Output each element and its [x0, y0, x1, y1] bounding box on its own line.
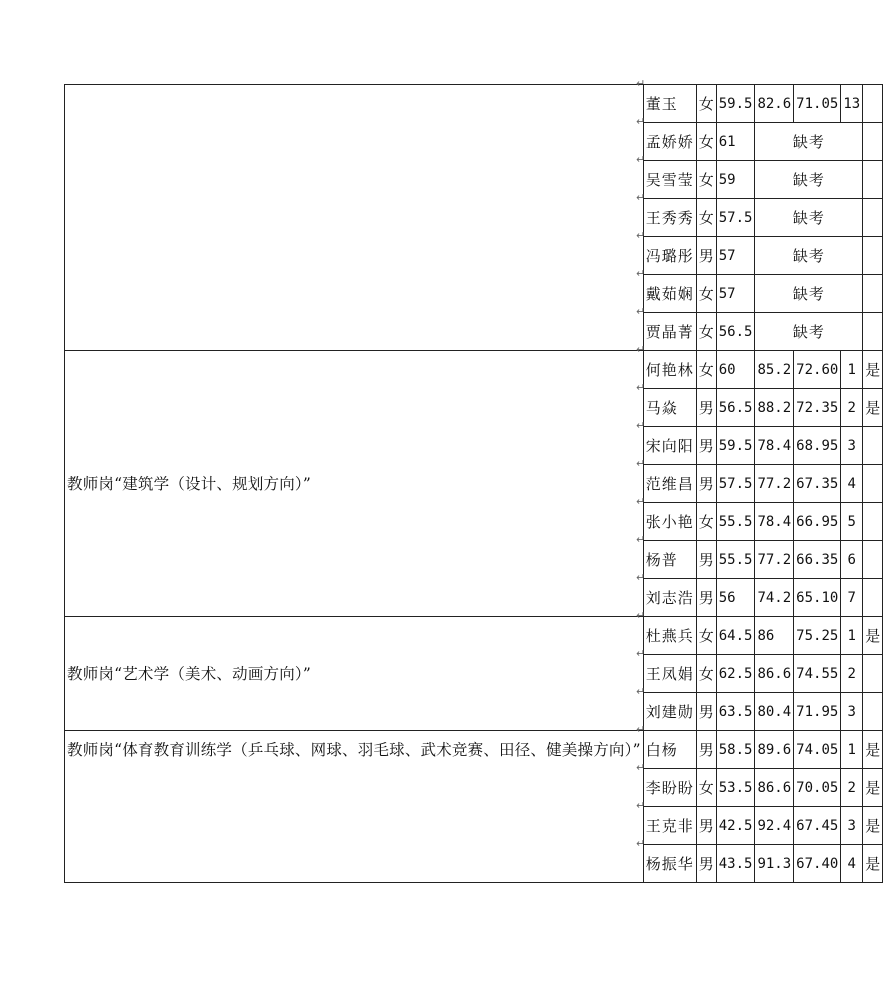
- total-score: 71.95: [794, 693, 841, 731]
- written-score: 57.5: [716, 199, 755, 237]
- total-score: 75.25: [794, 617, 841, 655]
- gender-cell: 女: [696, 123, 716, 161]
- written-score: 64.5: [716, 617, 755, 655]
- rank-cell: 13: [841, 85, 863, 123]
- rank-cell: 2: [841, 769, 863, 807]
- candidate-name: 范维昌: [643, 465, 696, 503]
- table-row: [65, 731, 883, 769]
- interview-score: 86.6: [755, 769, 794, 807]
- candidate-name: 马焱: [643, 389, 696, 427]
- table-row: [65, 617, 883, 655]
- hired-status: [863, 313, 883, 351]
- candidate-name: 吴雪莹: [643, 161, 696, 199]
- interview-score: 86: [755, 617, 794, 655]
- gender-cell: 女: [696, 199, 716, 237]
- gender-cell: 女: [696, 655, 716, 693]
- written-score: 42.5: [716, 807, 755, 845]
- hired-status: [863, 237, 883, 275]
- absent-status: 缺考: [755, 275, 863, 313]
- candidate-name: 白杨: [643, 731, 696, 769]
- hired-status: [863, 161, 883, 199]
- gender-cell: 男: [696, 845, 716, 883]
- rank-cell: 2: [841, 389, 863, 427]
- rank-cell: 1: [841, 731, 863, 769]
- written-score: 56.5: [716, 389, 755, 427]
- gender-cell: 男: [696, 693, 716, 731]
- post-title-cell: 教师岗“艺术学（美术、动画方向）”: [65, 617, 644, 731]
- paragraph-mark-icon: ↵: [636, 570, 646, 584]
- hired-status: [863, 579, 883, 617]
- hired-status: 是: [863, 731, 883, 769]
- absent-status: 缺考: [755, 199, 863, 237]
- candidate-name: 贾晶菁: [643, 313, 696, 351]
- written-score: 59: [716, 161, 755, 199]
- written-score: 55.5: [716, 541, 755, 579]
- total-score: 66.35: [794, 541, 841, 579]
- interview-score: 82.6: [755, 85, 794, 123]
- post-title-cell: 教师岗“建筑学（设计、规划方向）”: [65, 351, 644, 617]
- gender-cell: 男: [696, 237, 716, 275]
- written-score: 53.5: [716, 769, 755, 807]
- hired-status: [863, 275, 883, 313]
- hired-status: [863, 427, 883, 465]
- interview-score: 77.2: [755, 541, 794, 579]
- gender-cell: 男: [696, 807, 716, 845]
- candidate-name: 宋向阳: [643, 427, 696, 465]
- paragraph-mark-icon: ↵: [636, 722, 646, 736]
- candidate-name: 李盼盼: [643, 769, 696, 807]
- rank-cell: 7: [841, 579, 863, 617]
- paragraph-mark-icon: ↵: [636, 152, 646, 166]
- gender-cell: 女: [696, 161, 716, 199]
- hired-status: 是: [863, 845, 883, 883]
- total-score: 67.45: [794, 807, 841, 845]
- hired-status: [863, 199, 883, 237]
- score-table: [64, 84, 883, 883]
- hired-status: 是: [863, 807, 883, 845]
- rank-cell: 2: [841, 655, 863, 693]
- written-score: 57: [716, 275, 755, 313]
- rank-cell: 4: [841, 465, 863, 503]
- hired-status: [863, 655, 883, 693]
- interview-score: 78.4: [755, 503, 794, 541]
- written-score: 57.5: [716, 465, 755, 503]
- total-score: 74.05: [794, 731, 841, 769]
- absent-status: 缺考: [755, 313, 863, 351]
- paragraph-mark-icon: ↵: [636, 608, 646, 622]
- hired-status: [863, 541, 883, 579]
- written-score: 63.5: [716, 693, 755, 731]
- candidate-name: 戴茹娴: [643, 275, 696, 313]
- written-score: 60: [716, 351, 755, 389]
- interview-score: 78.4: [755, 427, 794, 465]
- paragraph-mark-icon: ↵: [636, 114, 646, 128]
- total-score: 68.95: [794, 427, 841, 465]
- rank-cell: 5: [841, 503, 863, 541]
- hired-status: [863, 85, 883, 123]
- candidate-name: 杜燕兵: [643, 617, 696, 655]
- paragraph-mark-icon: ↵: [636, 760, 646, 774]
- interview-score: 80.4: [755, 693, 794, 731]
- written-score: 43.5: [716, 845, 755, 883]
- paragraph-mark-icon: ↵: [636, 646, 646, 660]
- paragraph-mark-icon: ↵: [636, 456, 646, 470]
- post-title-cell: 教师岗“体育教育训练学（乒乓球、网球、羽毛球、武术竞赛、田径、健美操方向）”: [65, 731, 644, 883]
- total-score: 70.05: [794, 769, 841, 807]
- rank-cell: 3: [841, 427, 863, 465]
- paragraph-mark-icon: ↵: [636, 836, 646, 850]
- hired-status: 是: [863, 351, 883, 389]
- candidate-name: 冯璐彤: [643, 237, 696, 275]
- interview-score: 92.4: [755, 807, 794, 845]
- paragraph-mark-icon: ↵: [636, 798, 646, 812]
- written-score: 61: [716, 123, 755, 161]
- hired-status: 是: [863, 617, 883, 655]
- written-score: 62.5: [716, 655, 755, 693]
- gender-cell: 男: [696, 465, 716, 503]
- total-score: 71.05: [794, 85, 841, 123]
- candidate-name: 杨振华: [643, 845, 696, 883]
- post-title-cell: [65, 85, 644, 351]
- paragraph-mark-icon: ↵: [636, 266, 646, 280]
- candidate-name: 刘志浩: [643, 579, 696, 617]
- gender-cell: 男: [696, 427, 716, 465]
- paragraph-mark-icon: ↵: [636, 342, 646, 356]
- interview-score: 74.2: [755, 579, 794, 617]
- candidate-name: 董玉: [643, 85, 696, 123]
- candidate-name: 刘建勋: [643, 693, 696, 731]
- gender-cell: 女: [696, 351, 716, 389]
- hired-status: 是: [863, 769, 883, 807]
- candidate-name: 王秀秀: [643, 199, 696, 237]
- rank-cell: 4: [841, 845, 863, 883]
- rank-cell: 3: [841, 693, 863, 731]
- candidate-name: 张小艳: [643, 503, 696, 541]
- gender-cell: 男: [696, 731, 716, 769]
- paragraph-mark-icon: ↵: [636, 190, 646, 204]
- absent-status: 缺考: [755, 161, 863, 199]
- total-score: 72.35: [794, 389, 841, 427]
- candidate-name: 何艳林: [643, 351, 696, 389]
- written-score: 59.5: [716, 427, 755, 465]
- paragraph-mark-icon: ↵: [636, 494, 646, 508]
- written-score: 56.5: [716, 313, 755, 351]
- gender-cell: 女: [696, 85, 716, 123]
- gender-cell: 女: [696, 275, 716, 313]
- interview-score: 86.6: [755, 655, 794, 693]
- hired-status: [863, 123, 883, 161]
- paragraph-mark-icon: ↵: [636, 684, 646, 698]
- paragraph-mark-icon: ↵: [636, 418, 646, 432]
- gender-cell: 女: [696, 769, 716, 807]
- candidate-name: 王凤娟: [643, 655, 696, 693]
- total-score: 66.95: [794, 503, 841, 541]
- paragraph-mark-icon: ↵: [636, 380, 646, 394]
- total-score: 74.55: [794, 655, 841, 693]
- table-row: [65, 85, 883, 123]
- rank-cell: 3: [841, 807, 863, 845]
- gender-cell: 女: [696, 313, 716, 351]
- gender-cell: 女: [696, 617, 716, 655]
- written-score: 56: [716, 579, 755, 617]
- gender-cell: 女: [696, 503, 716, 541]
- absent-status: 缺考: [755, 237, 863, 275]
- paragraph-mark-icon: ↵: [636, 76, 646, 90]
- total-score: 72.60: [794, 351, 841, 389]
- paragraph-mark-icon: ↵: [636, 228, 646, 242]
- table-row: [65, 351, 883, 389]
- hired-status: 是: [863, 389, 883, 427]
- hired-status: [863, 693, 883, 731]
- paragraph-mark-icon: ↵: [636, 304, 646, 318]
- interview-score: 89.6: [755, 731, 794, 769]
- written-score: 59.5: [716, 85, 755, 123]
- total-score: 67.35: [794, 465, 841, 503]
- candidate-name: 孟娇娇: [643, 123, 696, 161]
- hired-status: [863, 465, 883, 503]
- rank-cell: 1: [841, 351, 863, 389]
- written-score: 58.5: [716, 731, 755, 769]
- rank-cell: 6: [841, 541, 863, 579]
- candidate-name: 杨普: [643, 541, 696, 579]
- total-score: 67.40: [794, 845, 841, 883]
- interview-score: 88.2: [755, 389, 794, 427]
- interview-score: 77.2: [755, 465, 794, 503]
- paragraph-mark-icon: ↵: [636, 532, 646, 546]
- rank-cell: 1: [841, 617, 863, 655]
- absent-status: 缺考: [755, 123, 863, 161]
- interview-score: 85.2: [755, 351, 794, 389]
- interview-score: 91.3: [755, 845, 794, 883]
- written-score: 57: [716, 237, 755, 275]
- gender-cell: 男: [696, 389, 716, 427]
- hired-status: [863, 503, 883, 541]
- written-score: 55.5: [716, 503, 755, 541]
- total-score: 65.10: [794, 579, 841, 617]
- gender-cell: 男: [696, 541, 716, 579]
- candidate-name: 王克非: [643, 807, 696, 845]
- gender-cell: 男: [696, 579, 716, 617]
